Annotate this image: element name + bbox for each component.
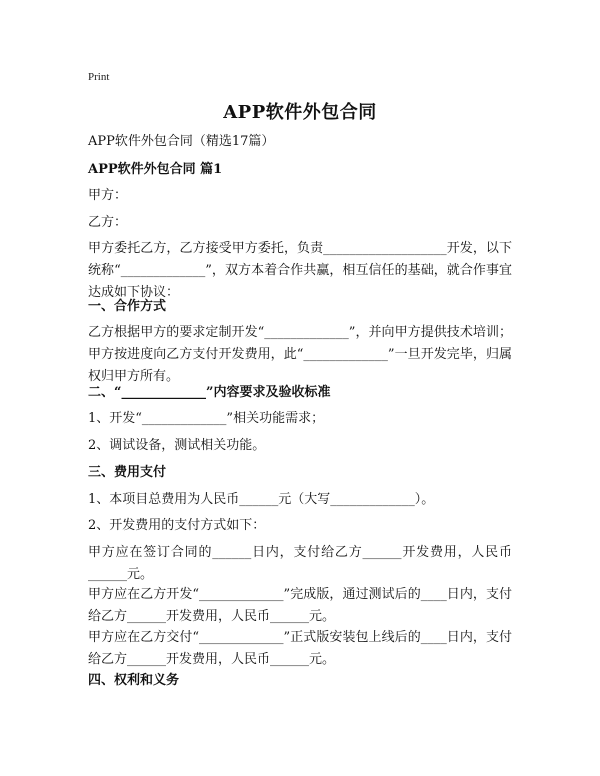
heading-payment: 三、费用支付 bbox=[88, 465, 167, 480]
party-a-label: 甲方： bbox=[88, 188, 128, 203]
party-b-label: 乙方： bbox=[88, 215, 128, 230]
document-subtitle: APP软件外包合同（精选17篇） bbox=[88, 134, 275, 149]
payment-paragraph-3: 甲方应在乙方交付“_____________”正式版安装包上线后的____日内，支付给乙方______开发费用，人民币______元。 bbox=[88, 630, 512, 667]
payment-item-2: 2、开发费用的支付方式如下： bbox=[88, 518, 266, 533]
heading-requirements: 二、“_____________”内容要求及验收标准 bbox=[88, 385, 331, 400]
payment-paragraph-2: 甲方应在乙方开发“_____________”完成版，通过测试后的____日内，支付给乙方______开发费用，人民币______元。 bbox=[88, 587, 512, 624]
payment-paragraph-1: 甲方应在签订合同的______日内，支付给乙方______开发费用，人民币______元。 bbox=[88, 545, 512, 582]
section-title: APP软件外包合同 篇1 bbox=[88, 162, 223, 177]
intro-paragraph: 甲方委托乙方，乙方接受甲方委托，负责___________________开发，以下统称“_____________”，双方本着合作共赢，相互信任的基础，就合作事宜达成如下协议： bbox=[88, 241, 512, 300]
cooperation-paragraph: 乙方根据甲方的要求定制开发“_____________”，并向甲方提供技术培训；甲方按进度向乙方支付开发费用，此“_____________”一旦开发完毕，归属权归甲方所有。 bbox=[88, 325, 512, 384]
payment-item-1: 1、本项目总费用为人民币______元（大写_____________）。 bbox=[88, 492, 435, 507]
heading-rights: 四、权利和义务 bbox=[88, 673, 180, 688]
heading-cooperation: 一、合作方式 bbox=[88, 299, 167, 314]
print-label: Print bbox=[88, 71, 110, 83]
requirement-item-1: 1、开发“_____________”相关功能需求； bbox=[88, 411, 325, 426]
requirement-item-2: 2、调试设备，测试相关功能。 bbox=[88, 438, 266, 453]
page-title: APP软件外包合同 bbox=[223, 102, 377, 123]
